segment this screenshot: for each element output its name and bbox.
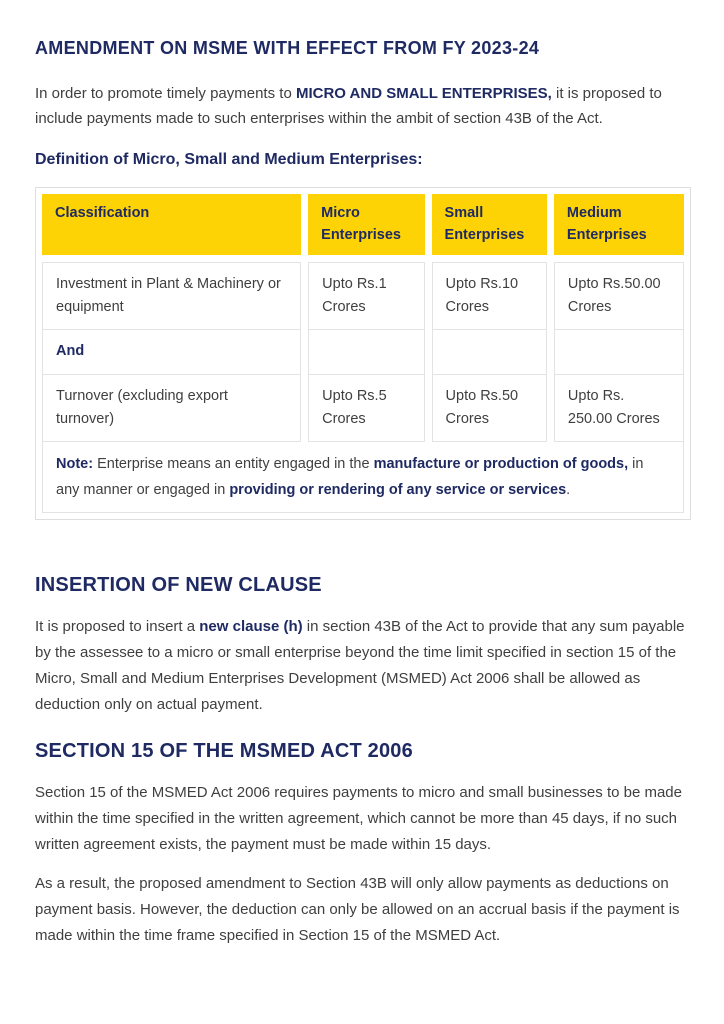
note-seg1: Enterprise means an entity engaged in the [93, 456, 374, 472]
table-cell: Investment in Plant & Machinery or equipment [42, 262, 301, 330]
insertion-pre: It is proposed to insert a [35, 618, 200, 635]
definition-heading: Definition of Micro, Small and Medium Enterprises: [35, 151, 423, 168]
table-cell: And [42, 330, 301, 375]
insertion-post: in section 43B of the Act to provide that any sum payable by the assessee to a micro or small enterprise beyond the time limit specified in section 15 of the Micro, Small and Medium Enterprises Development (MSMED) Act 2006 shall be allowed as deduction only on actual payment. [35, 618, 685, 713]
table-cell: Upto Rs.1 Crores [308, 262, 424, 330]
table-header-small: Small Enterprises [432, 194, 547, 255]
table-cell: Upto Rs.50.00 Crores [554, 262, 684, 330]
note-bold2: providing or rendering of any service or services [229, 482, 567, 498]
table-note-row [42, 442, 684, 513]
note-bold1: manufacture or production of goods, [373, 456, 629, 472]
note-label: Note: [56, 456, 94, 472]
table-header-medium: Medium Enterprises [554, 194, 684, 255]
section-heading-msmed: SECTION 15 OF THE MSMED ACT 2006 [35, 740, 413, 762]
msme-classification-table [35, 187, 691, 520]
intro-text-pre: In order to promote timely payments to [35, 85, 296, 102]
table-body [42, 262, 684, 513]
table-cell [554, 330, 684, 375]
note-seg2: in any manner or engaged in [56, 456, 644, 498]
table-header-row [42, 194, 684, 255]
intro-paragraph [35, 81, 691, 131]
table-cell [308, 330, 424, 375]
insertion-bold: new clause (h) [199, 618, 303, 635]
table-cell: Turnover (excluding export turnover) [42, 375, 301, 442]
table-cell: Upto Rs.10 Crores [432, 262, 547, 330]
note-seg3: . [566, 482, 571, 498]
table-cell: Upto Rs.50 Crores [432, 375, 547, 442]
table-header-micro: Micro Enterprises [308, 194, 424, 255]
insertion-paragraph [35, 614, 691, 718]
page-title: AMENDMENT ON MSME WITH EFFECT FROM FY 2023-24 [35, 38, 540, 58]
msmed-paragraph-2: As a result, the proposed amendment to Section 43B will only allow payments as deductions on payment basis. However, the deduction can only be allowed on an accrual basis if the payment is made within the time frame specified in Section 15 of the MSMED Act. [35, 875, 680, 944]
table-header-classification: Classification [42, 194, 301, 255]
section-heading-insertion: INSERTION OF NEW CLAUSE [35, 574, 322, 596]
intro-text-bold: MICRO AND SMALL ENTERPRISES, [295, 85, 552, 102]
table-cell: Upto Rs. 250.00 Crores [554, 375, 684, 442]
intro-text-post: it is proposed to include payments made to such enterprises within the ambit of section 43B of the Act. [35, 85, 662, 127]
table-cell [432, 330, 547, 375]
table-cell: Upto Rs.5 Crores [308, 375, 424, 442]
msmed-paragraph-1: Section 15 of the MSMED Act 2006 requires payments to micro and small businesses to be made within the time specified in the written agreement, which cannot be more than 45 days, if no such written agreement exists, the payment must be made within 15 days. [35, 784, 682, 853]
